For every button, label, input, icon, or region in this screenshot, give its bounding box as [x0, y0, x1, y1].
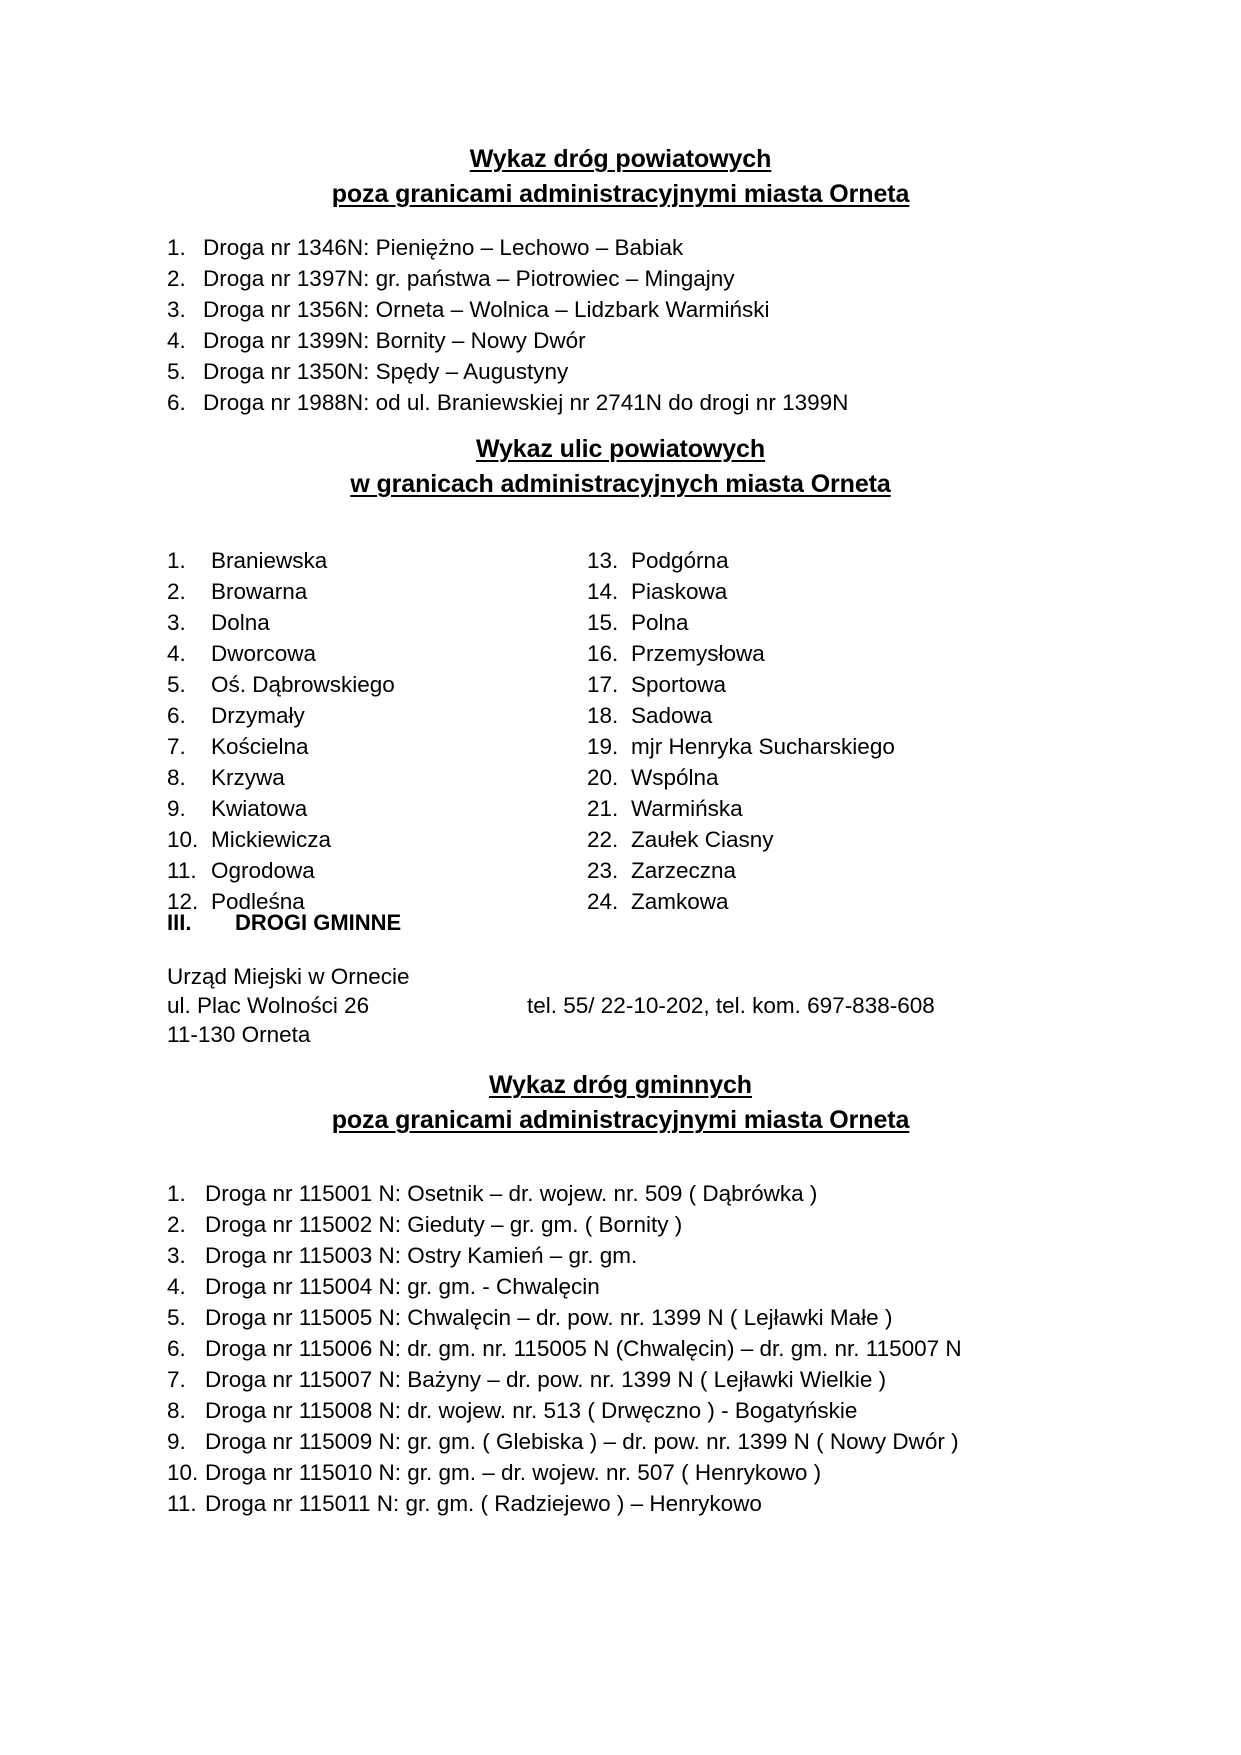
list-item-label: Mickiewicza [211, 827, 332, 852]
list-item [167, 1333, 962, 1364]
list-item-number: 14. [587, 579, 619, 604]
list-item [167, 824, 587, 855]
list-item-label: Droga nr 1350N: Spędy – Augustyny [203, 359, 569, 384]
list-item-label: Podleśna [211, 889, 305, 914]
list-item-label: Krzywa [211, 765, 285, 790]
powiatowe-streets-columns [167, 545, 1167, 917]
heading-powiatowe-streets [0, 432, 1241, 501]
list-item-number: 5. [167, 359, 186, 384]
list-item-label: Droga nr 115011 N: gr. gm. ( Radziejewo ) – Henrykowo [205, 1491, 762, 1516]
heading-powiatowe-roads-line1: Wykaz dróg powiatowych [469, 145, 772, 173]
heading-powiatowe-roads [0, 142, 1241, 211]
list-item-label: Przemysłowa [631, 641, 765, 666]
list-streets-left [167, 545, 587, 917]
list-item-label: Droga nr 115007 N: Bażyny – dr. pow. nr. 1399 N ( Lejławki Wielkie ) [205, 1367, 887, 1392]
list-item [167, 356, 848, 387]
office-phone: tel. 55/ 22-10-202, tel. kom. 697-838-608 [527, 993, 935, 1018]
list-item [167, 607, 587, 638]
address-row [167, 991, 1067, 1020]
list-item-label: Dworcowa [211, 641, 317, 666]
list-item-label: Oś. Dąbrowskiego [211, 672, 395, 697]
list-item-label: Droga nr 115004 N: gr. gm. - Chwalęcin [205, 1274, 600, 1299]
list-item-number: 6. [167, 390, 186, 415]
list-item [167, 1209, 962, 1240]
list-item-number: 7. [167, 734, 186, 759]
list-item [587, 607, 1107, 638]
list-item-label: Ogrodowa [211, 858, 315, 883]
list-item [167, 1302, 962, 1333]
list-item-number: 17. [587, 672, 619, 697]
list-item-number: 1. [167, 548, 186, 573]
list-item [167, 700, 587, 731]
list-gminne-roads [167, 1178, 962, 1519]
list-item-label: Droga nr 1988N: od ul. Braniewskiej nr 2741N do drogi nr 1399N [203, 390, 849, 415]
list-item [167, 576, 587, 607]
list-item [587, 545, 1107, 576]
list-item [167, 1457, 962, 1488]
heading-gminne-roads [0, 1068, 1241, 1137]
list-item [167, 263, 848, 294]
list-item [167, 1364, 962, 1395]
list-item-number: 5. [167, 672, 186, 697]
list-item [167, 1426, 962, 1457]
list-item [587, 886, 1107, 917]
streets-column-right [587, 545, 1107, 917]
list-item-label: Zamkowa [631, 889, 729, 914]
streets-column-left [167, 545, 587, 917]
section-title: DROGI GMINNE [235, 910, 402, 935]
list-item-number: 8. [167, 1398, 186, 1423]
list-item-number: 20. [587, 765, 619, 790]
list-item-number: 9. [167, 1429, 186, 1454]
list-item-label: Droga nr 115008 N: dr. wojew. nr. 513 ( Drwęczno ) - Bogatyńskie [205, 1398, 858, 1423]
list-item [167, 793, 587, 824]
list-item-label: Droga nr 115006 N: dr. gm. nr. 115005 N (Chwalęcin) – dr. gm. nr. 115007 N [205, 1336, 962, 1361]
list-item-number: 4. [167, 1274, 186, 1299]
list-item-label: Droga nr 115005 N: Chwalęcin – dr. pow. nr. 1399 N ( Lejławki Małe ) [205, 1305, 893, 1330]
list-item [167, 232, 848, 263]
office-street: ul. Plac Wolności 26 [167, 993, 370, 1018]
address-row [167, 962, 1067, 991]
list-item-number: 1. [167, 1181, 186, 1206]
list-item-number: 11. [167, 1491, 197, 1516]
list-item-number: 11. [167, 858, 197, 883]
list-item [167, 1240, 962, 1271]
list-item-number: 2. [167, 579, 186, 604]
list-item-number: 6. [167, 703, 186, 728]
list-item-number: 18. [587, 703, 619, 728]
list-item-number: 6. [167, 1336, 186, 1361]
list-item-number: 23. [587, 858, 619, 883]
powiatowe-roads-list [167, 232, 848, 418]
list-item [167, 1395, 962, 1426]
list-item-label: Dolna [211, 610, 270, 635]
list-item-number: 2. [167, 1212, 186, 1237]
list-item [167, 1488, 962, 1519]
list-item [587, 855, 1107, 886]
section-heading-drogi-gminne [167, 910, 401, 936]
list-item-number: 3. [167, 1243, 186, 1268]
list-item [167, 387, 848, 418]
list-item [587, 793, 1107, 824]
list-item-number: 24. [587, 889, 619, 914]
list-item-number: 19. [587, 734, 619, 759]
list-item-label: Podgórna [631, 548, 729, 573]
list-item [167, 638, 587, 669]
list-item-label: Kościelna [211, 734, 309, 759]
list-item-number: 2. [167, 266, 186, 291]
list-item [167, 1178, 962, 1209]
heading-gminne-roads-line2: poza granicami administracyjnymi miasta Orneta [331, 1106, 910, 1134]
section-number: III. [167, 910, 192, 935]
list-item [167, 294, 848, 325]
list-item [587, 762, 1107, 793]
list-item [167, 325, 848, 356]
list-item-number: 8. [167, 765, 186, 790]
list-item-label: Drzymały [211, 703, 305, 728]
list-item [167, 855, 587, 886]
list-item-label: Droga nr 115009 N: gr. gm. ( Glebiska ) – dr. pow. nr. 1399 N ( Nowy Dwór ) [205, 1429, 959, 1454]
list-item-number: 22. [587, 827, 619, 852]
list-item [587, 700, 1107, 731]
list-item-label: Piaskowa [631, 579, 728, 604]
list-item [587, 576, 1107, 607]
list-item-label: Droga nr 1346N: Pieniężno – Lechowo – Babiak [203, 235, 684, 260]
list-item-label: Sportowa [631, 672, 727, 697]
list-item-number: 1. [167, 235, 186, 260]
list-item-number: 5. [167, 1305, 186, 1330]
list-item [587, 638, 1107, 669]
list-item-number: 15. [587, 610, 619, 635]
list-item-label: Droga nr 115001 N: Osetnik – dr. wojew. nr. 509 ( Dąbrówka ) [205, 1181, 818, 1206]
list-item-number: 4. [167, 328, 186, 353]
list-item-label: Droga nr 115003 N: Ostry Kamień – gr. gm. [205, 1243, 638, 1268]
list-item-label: Zarzeczna [631, 858, 737, 883]
list-item-label: Droga nr 1397N: gr. państwa – Piotrowiec – Mingajny [203, 266, 735, 291]
list-item-label: Sadowa [631, 703, 713, 728]
list-item-label: mjr Henryka Sucharskiego [631, 734, 895, 759]
heading-powiatowe-streets-line1: Wykaz ulic powiatowych [475, 435, 766, 463]
list-item [167, 762, 587, 793]
list-item-number: 9. [167, 796, 186, 821]
heading-powiatowe-streets-line2: w granicach administracyjnych miasta Orneta [350, 470, 891, 498]
list-item [587, 824, 1107, 855]
list-item-number: 3. [167, 610, 186, 635]
list-powiatowe-roads [167, 232, 848, 418]
list-item-number: 13. [587, 548, 619, 573]
list-item-label: Warmińska [631, 796, 743, 821]
address-row [167, 1020, 1067, 1049]
list-item-label: Braniewska [211, 548, 328, 573]
list-item-label: Droga nr 115002 N: Gieduty – gr. gm. ( Bornity ) [205, 1212, 683, 1237]
office-address-block [167, 962, 1067, 1049]
list-item-number: 16. [587, 641, 619, 666]
list-item [167, 669, 587, 700]
heading-gminne-roads-line1: Wykaz dróg gminnych [489, 1071, 752, 1099]
list-item-label: Zaułek Ciasny [631, 827, 774, 852]
list-item [587, 669, 1107, 700]
list-item-number: 3. [167, 297, 186, 322]
list-item-label: Polna [631, 610, 689, 635]
list-item-number: 7. [167, 1367, 186, 1392]
list-item-label: Droga nr 115010 N: gr. gm. – dr. wojew. nr. 507 ( Henrykowo ) [205, 1460, 822, 1485]
list-item-label: Browarna [211, 579, 308, 604]
list-item-label: Droga nr 1356N: Orneta – Wolnica – Lidzbark Warmiński [203, 297, 770, 322]
gminne-roads-list [167, 1178, 962, 1519]
office-postcode-city: 11-130 Orneta [167, 1022, 311, 1047]
list-item-number: 12. [167, 889, 199, 914]
list-item-number: 10. [167, 827, 199, 852]
list-item [167, 731, 587, 762]
list-item-label: Droga nr 1399N: Bornity – Nowy Dwór [203, 328, 586, 353]
list-item-number: 10. [167, 1460, 199, 1485]
list-item-number: 4. [167, 641, 186, 666]
list-item-label: Wspólna [631, 765, 719, 790]
list-item [167, 545, 587, 576]
list-streets-right [587, 545, 1107, 917]
office-name: Urząd Miejski w Ornecie [167, 964, 410, 989]
heading-powiatowe-roads-line2: poza granicami administracyjnymi miasta Orneta [331, 180, 910, 208]
list-item [167, 1271, 962, 1302]
list-item-number: 21. [587, 796, 619, 821]
list-item [587, 731, 1107, 762]
list-item-label: Kwiatowa [211, 796, 308, 821]
